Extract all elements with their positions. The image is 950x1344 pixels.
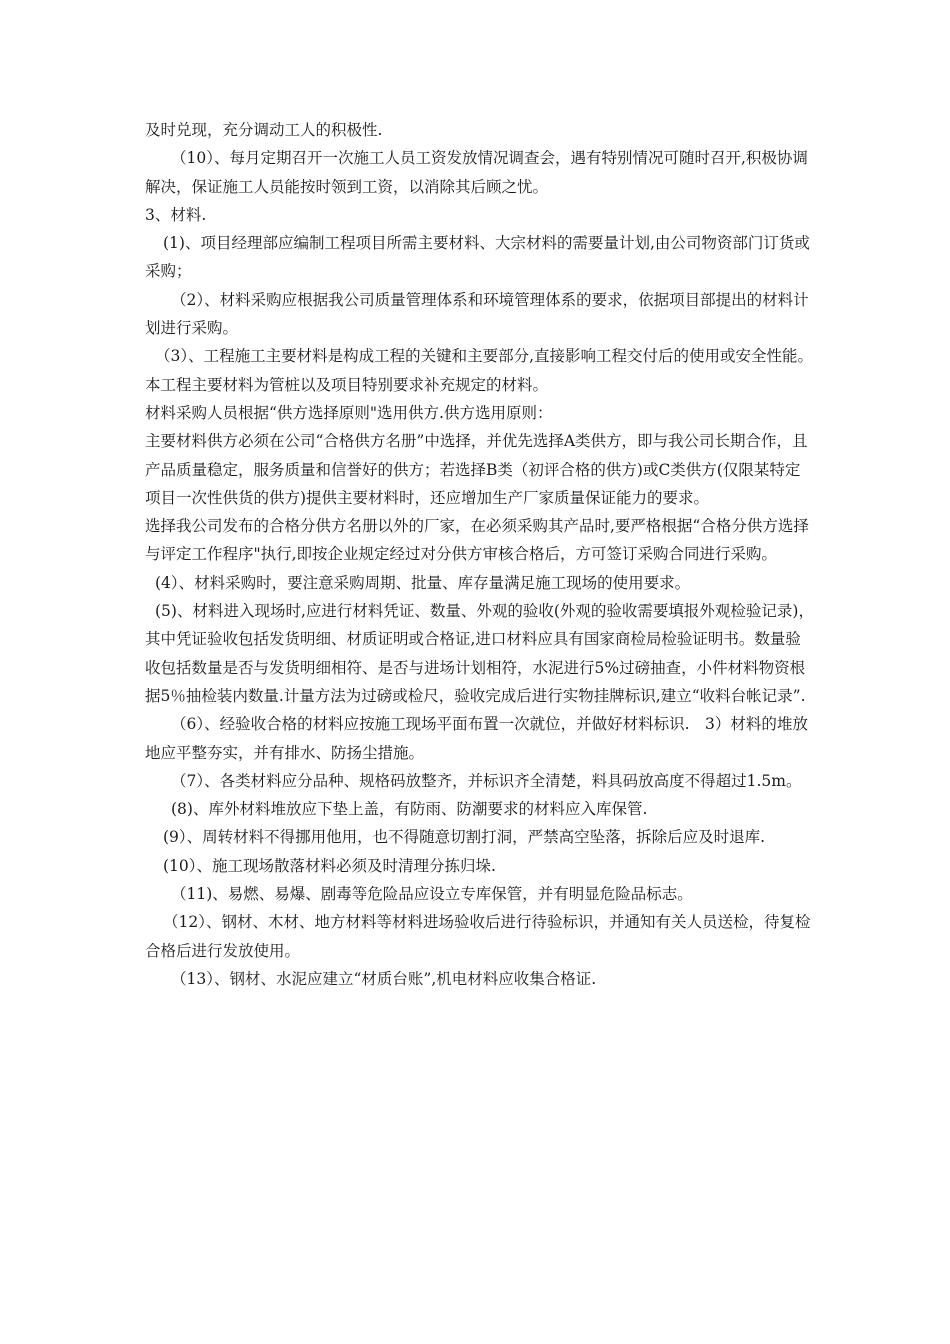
section-heading-materials: 3、材料. [145, 205, 207, 224]
paragraph-19: （13）、钢材、水泥应建立“材质台账”,机电材料应收集合格证. [171, 969, 597, 988]
paragraph-15: (9）、周转材料不得挪用他用，也不得随意切割打洞，严禁高空坠落，拆除后应及时退库. [163, 828, 766, 847]
paragraph-10: (4）、材料采购时，要注意采购周期、批量、库存量满足施工现场的使用要求。 [155, 573, 691, 592]
paragraph-8: 主要材料供方必须在公司“合格供方名册”中选择，并优先选择A类供方，即与我公司长期合作，且产品质量稳定，服务质量和信誉好的供方；若选择B类（初评合格的供方)或C类供方(仅限某特定项目一次性供货的供方)提供主要材料时，还应增加生产厂家质量保证能力的要求。 [145, 432, 808, 507]
paragraph-2: （10）、每月定期召开一次施工人员工资发放情况调查会，遇有特别情况可随时召开,积极协调解决，保证施工人员能按时领到工资，以消除其后顾之忧。 [145, 149, 808, 196]
paragraph-18: （12）、钢材、木材、地方材料等材料进场验收后进行待验标识，并通知有关人员送检，待复检合格后进行发放使用。 [145, 913, 811, 960]
paragraph-6: （3）、工程施工主要材料是构成工程的关键和主要部分,直接影响工程交付后的使用或安全性能。本工程主要材料为管桩以及项目特别要求补充规定的材料。 [145, 347, 814, 394]
document-body [145, 116, 815, 993]
paragraph-5: （2）、材料采购应根据我公司质量管理体系和环境管理体系的要求，依据项目部提出的材料计划进行采购。 [145, 290, 809, 338]
paragraph-16: (10）、施工现场散落材料必须及时清理分拣归垛. [163, 856, 496, 875]
paragraph-7: 材料采购人员根据“供方选择原则"选用供方.供方选用原则： [145, 403, 553, 422]
paragraph-12: （6）、经验收合格的材料应按施工现场平面布置一次就位，并做好材料标识. 3）材料的堆放地应平整夯实，并有排水、防扬尘措施。 [145, 715, 808, 762]
paragraph-9: 选择我公司发布的合格分供方名册以外的厂家，在必须采购其产品时,要严格根据“合格分供方选择与评定工作程序"执行,即按企业规定经过对分供方审核合格后，方可签订采购合同进行采购。 [145, 517, 809, 564]
paragraph-11: (5)、材料进入现场时,应进行材料凭证、数量、外观的验收(外观的验收需要填报外观检验记录)，其中凭证验收包括发货明细、材质证明或合格证,进口材料应具有国家商检局检验证明书。数量验收包括数量是否与发货明细相符、是否与进场计划相符，水泥进行5%过磅抽查，小件材料物资根据5％抽检装内数量.计量方法为过磅或检尺，验收完成后进行实物挂牌标识,建立“收料台帐记录”. [145, 602, 814, 705]
paragraph-14: (8)、库外材料堆放应下垫上盖，有防雨、防潮要求的材料应入库保管. [171, 800, 648, 819]
paragraph-17: （11)、易燃、易爆、剧毒等危险品应设立专库保管，并有明显危险品标志。 [171, 885, 693, 904]
paragraph-1: 及时兑现，充分调动工人的积极性. [145, 121, 383, 139]
paragraph-4: (1)、项目经理部应编制工程项目所需主要材料、大宗材料的需要量计划,由公司物资部门订货或采购； [145, 234, 810, 281]
paragraph-13: （7）、各类材料应分品种、规格码放整齐，并标识齐全清楚，料具码放高度不得超过1.5m。 [171, 771, 802, 790]
